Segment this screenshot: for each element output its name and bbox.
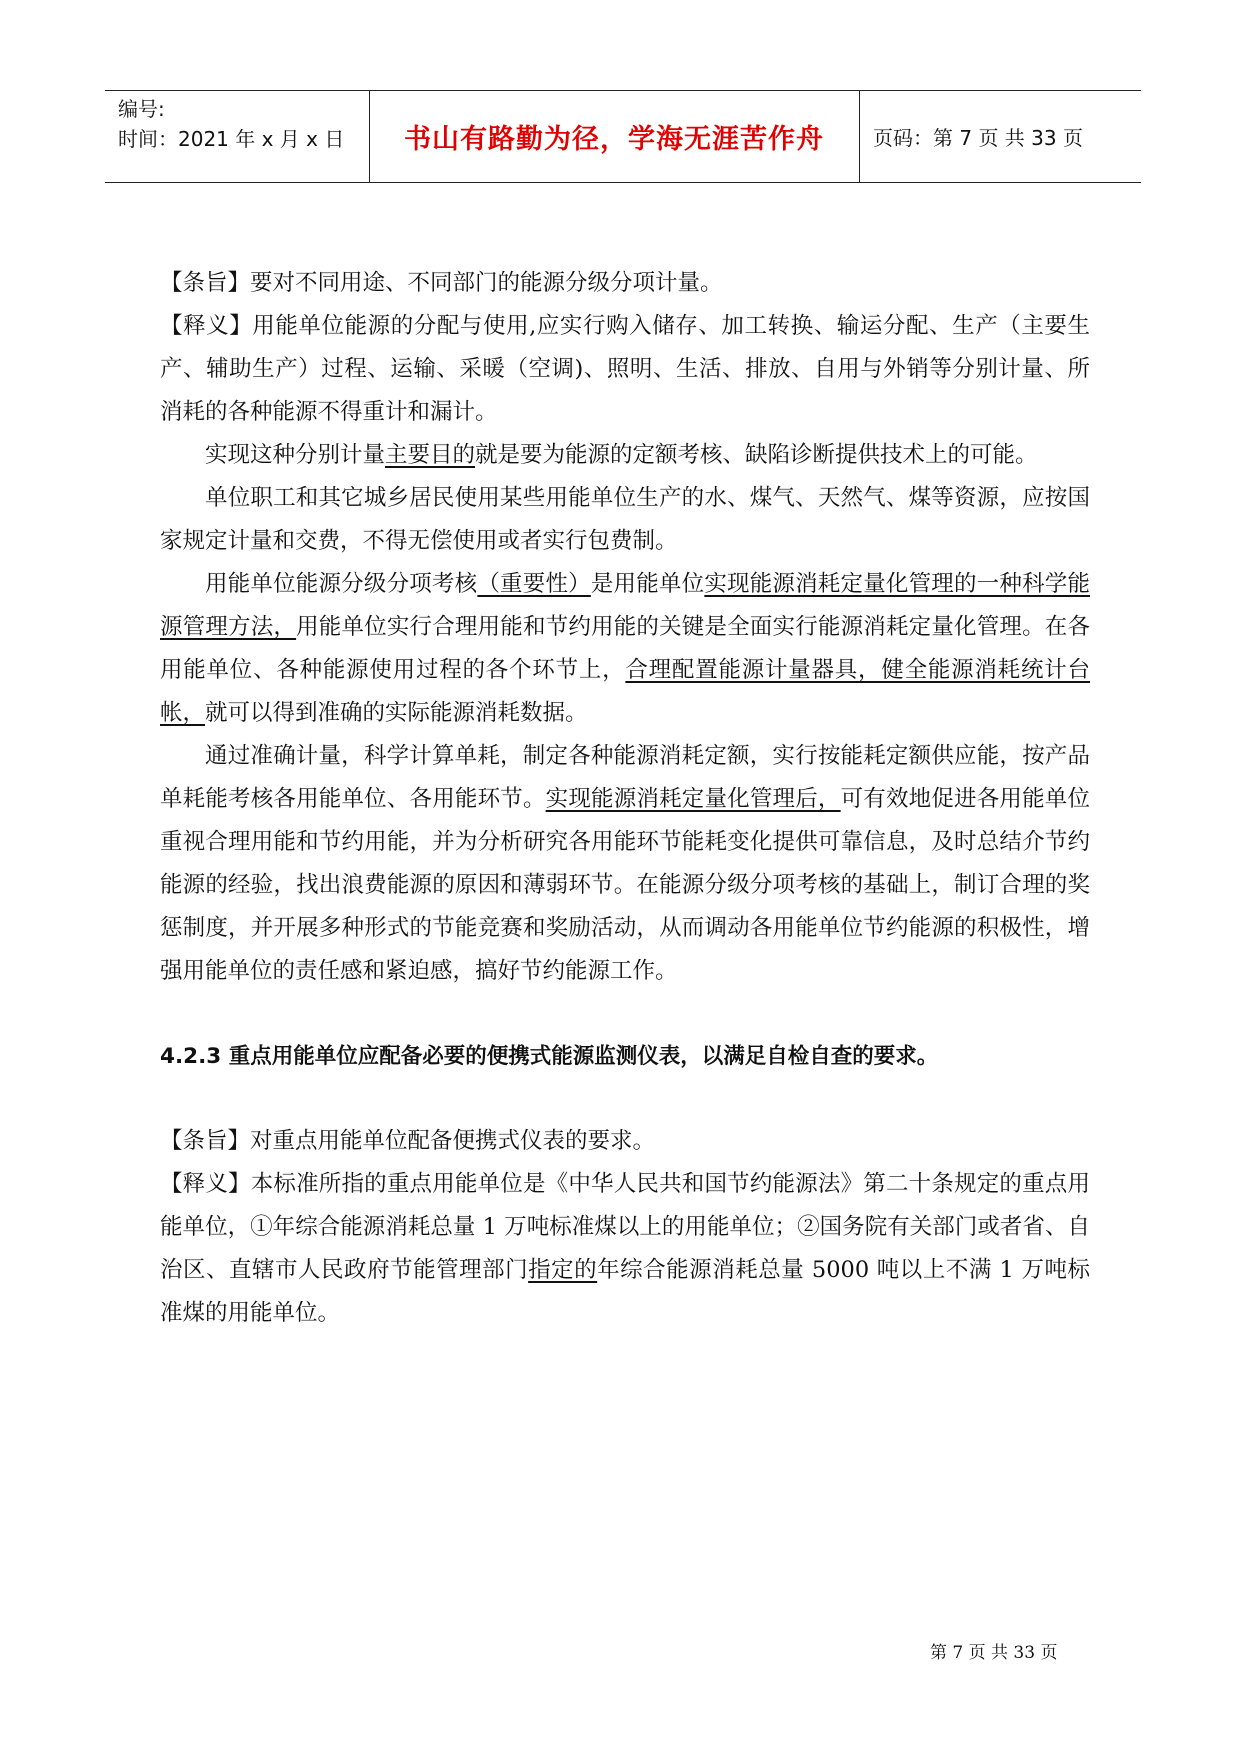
underlined-text: （重要性） xyxy=(477,571,591,597)
underlined-text: 主要目的 xyxy=(385,442,476,468)
document-body xyxy=(160,262,1090,1335)
serial-label: 编号: xyxy=(118,97,165,121)
header-bottom-rule xyxy=(105,182,1141,183)
paragraph-residents: 单位职工和其它城乡居民使用某些用能单位生产的水、煤气、天然气、煤等资源，应按国家规定计量和交费，不得无偿使用或者实行包费制。 xyxy=(160,485,1090,554)
text-segment: 是用能单位 xyxy=(590,571,705,597)
text-segment: 就可以得到准确的实际能源消耗数据。 xyxy=(205,700,588,726)
header-meta xyxy=(118,94,344,154)
text-segment: 【释义】本标准所指的重点用能单位是《中华人民共和国节约能源法》第二十条规定的重点用能单位，①年综合能源消耗总量 1 万吨标准煤以上的用能单位；②国务院有关部门或者省、自治区、直辖市人民政府节能管理部门 xyxy=(160,1171,1090,1283)
paragraph-tiaozhi-1: 【条旨】要对不同用途、不同部门的能源分级分项计量。 xyxy=(160,270,723,296)
header-motto: 书山有路勤为径，学海无涯苦作舟 xyxy=(404,123,824,155)
text-segment: 用能单位实行合理用能和节约用能的关键是全面实行能源消耗定量化管理。在各用能单位、各种能源使用过程的各个环节上， xyxy=(160,614,1090,683)
underlined-text: 合理配置能源计量器具，健全能源消耗统计台帐， xyxy=(160,657,1090,726)
underlined-text: 实现能源消耗定量化管理的一种科学能源管理方法， xyxy=(160,571,1090,640)
paragraph-tiaozhi-2: 【条旨】对重点用能单位配备便携式仪表的要求。 xyxy=(160,1128,656,1154)
paragraph-importance xyxy=(160,563,1090,735)
paragraph-shiyi-2 xyxy=(160,1163,1090,1335)
page-footer: 第 7 页 共 33 页 xyxy=(930,1643,1058,1663)
header-divider-right xyxy=(859,90,860,182)
underlined-text: 实现能源消耗定量化管理后， xyxy=(545,786,841,812)
paragraph-shiyi-1: 【释义】用能单位能源的分配与使用,应实行购入储存、加工转换、输运分配、生产（主要生产、辅助生产）过程、运输、采暖（空调)、照明、生活、排放、自用与外销等分别计量、所消耗的各种能源不得重计和漏计。 xyxy=(160,313,1090,425)
text-segment: 用能单位能源分级分项考核 xyxy=(205,571,478,597)
text-segment: 就是要为能源的定额考核、缺陷诊断提供技术上的可能。 xyxy=(475,442,1038,468)
header-page-label: 页码：第 7 页 共 33 页 xyxy=(873,125,1083,150)
time-label: 时间：2021 年 x 月 x 日 xyxy=(118,127,345,151)
paragraph-purpose xyxy=(160,434,1090,477)
text-segment: 实现这种分别计量 xyxy=(205,442,386,468)
text-segment: 年综合能源消耗总量 5000 吨以上不满 1 万吨标准煤的用能单位。 xyxy=(160,1257,1090,1326)
text-segment: 可有效地促进各用能单位重视合理用能和节约用能，并为分析研究各用能环节能耗变化提供可靠信息，及时总结介节约能源的经验，找出浪费能源的原因和薄弱环节。在能源分级分项考核的基础上，制订合理的奖惩制度，并开展多种形式的节能竞赛和奖励活动，从而调动各用能单位节约能源的积极性，增强用能单位的责任感和紧迫感，搞好节约能源工作。 xyxy=(160,786,1090,984)
section-heading: 4.2.3 重点用能单位应配备必要的便携式能源监测仪表，以满足自检自查的要求。 xyxy=(160,1044,939,1069)
paragraph-measurement xyxy=(160,735,1090,993)
underlined-text: 指定的 xyxy=(528,1257,598,1283)
text-segment: 通过准确计量，科学计算单耗，制定各种能源消耗定额，实行按能耗定额供应能，按产品单耗能考核各用能单位、各用能环节。 xyxy=(160,743,1090,812)
